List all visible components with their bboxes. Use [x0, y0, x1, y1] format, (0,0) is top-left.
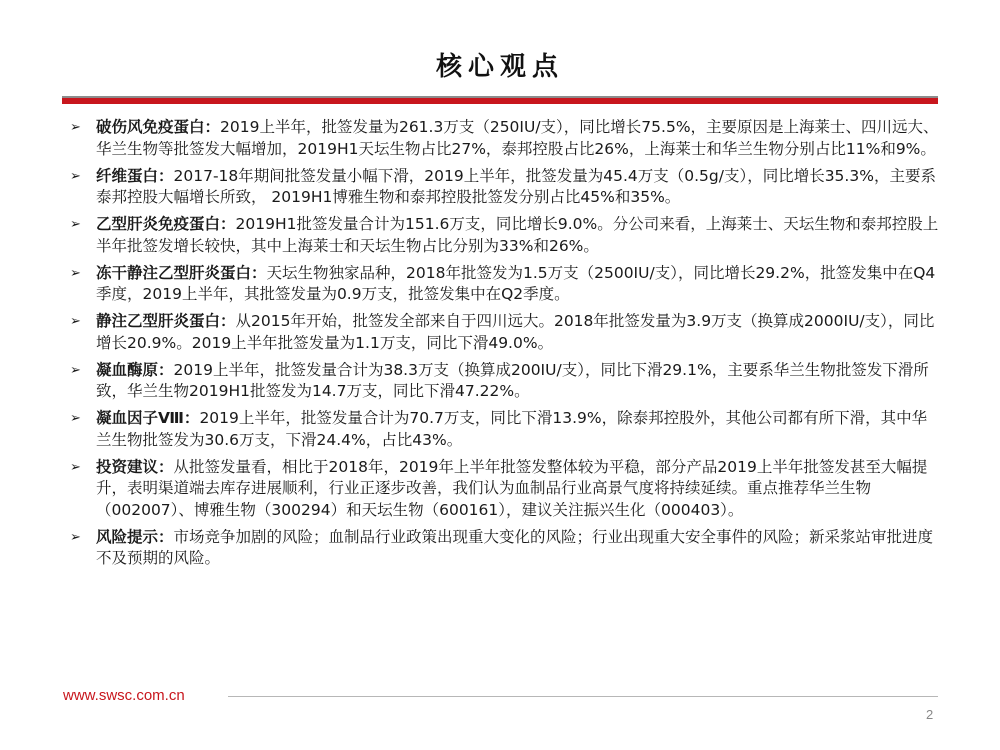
item-heading: 凝血因子Ⅷ：: [96, 409, 200, 427]
item-text: 市场竞争加剧的风险；血制品行业政策出现重大变化的风险；行业出现重大安全事件的风险；新采浆站审批进度不及预期的风险。: [96, 527, 934, 567]
list-item: [70, 117, 942, 160]
item-text: 2019上半年，批签发量合计为38.3万支（换算成200IU/支），同比下滑29.1%，主要系华兰生物批签发下滑所致，华兰生物2019H1批签发为14.7万支，同比下滑47.22%。: [96, 360, 929, 400]
list-item: [70, 408, 942, 451]
item-text: 2019上半年，批签发量合计为70.7万支，同比下滑13.9%，除泰邦控股外，其他公司都有所下滑，其中华兰生物批签发为30.6万支，下滑24.4%，占比43%。: [96, 409, 928, 449]
footer-website-link[interactable]: www.swsc.com.cn: [63, 687, 185, 704]
list-item: [70, 360, 942, 403]
arrow-bullet-icon: ➢: [70, 411, 81, 426]
arrow-bullet-icon: ➢: [70, 362, 81, 378]
item-text: 2017-18年期间批签发量小幅下滑，2019上半年，批签发量为45.4万支（0.5g/支），同比增长35.3%，主要系泰邦控股大幅增长所致， 2019H1博雅生物和泰邦控股批签发分别占比45%和35%。: [96, 166, 936, 206]
list-item: [70, 527, 942, 570]
item-text: 从2015年开始，批签发全部来自于四川远大。2018年批签发量为3.9万支（换算成2000IU/支），同比增长20.9%。2019上半年批签发量为1.1万支，同比下滑49.0%。: [96, 312, 935, 352]
arrow-bullet-icon: ➢: [70, 459, 81, 475]
list-item: [70, 311, 942, 354]
arrow-bullet-icon: ➢: [70, 314, 81, 329]
item-text: 天坛生物独家品种，2018年批签发为1.5万支（2500IU/支），同比增长29.2%，批签发集中在Q4季度，2019上半年，其批签发量为0.9万支，批签发集中在Q2季度。: [96, 263, 936, 303]
title-divider-red: [62, 98, 938, 104]
item-heading: 凝血酶原：: [96, 360, 174, 379]
list-item: [70, 214, 942, 257]
arrow-bullet-icon: ➢: [70, 120, 81, 135]
footer-divider: [228, 696, 938, 697]
item-text: 2019H1批签发量合计为151.6万支，同比增长9.0%。分公司来看，上海莱士、天坛生物和泰邦控股上半年批签发增长较快，其中上海莱士和天坛生物占比分别为33%和26%。: [96, 215, 939, 255]
item-heading: 破伤风免疫蛋白：: [96, 118, 221, 136]
arrow-bullet-icon: ➢: [70, 217, 81, 232]
item-heading: 乙型肝炎免疫蛋白：: [96, 215, 236, 233]
item-text: 2019上半年，批签发量为261.3万支（250IU/支），同比增长75.5%，主要原因是上海莱士、四川远大、华兰生物等批签发大幅增加，2019H1天坛生物占比27%，泰邦控股占比26%，上海莱士和华兰生物分别占比11%和9%。: [96, 118, 939, 158]
item-heading: 风险提示：: [96, 527, 174, 546]
list-item: [70, 457, 942, 522]
list-item: [70, 166, 942, 209]
item-heading: 冻干静注乙型肝炎蛋白：: [96, 263, 267, 282]
list-item: [70, 263, 942, 306]
page-title: 核心观点: [435, 52, 564, 82]
item-heading: 投资建议：: [96, 457, 174, 476]
item-heading: 静注乙型肝炎蛋白：: [96, 312, 236, 330]
arrow-bullet-icon: ➢: [70, 168, 81, 184]
arrow-bullet-icon: ➢: [70, 529, 81, 545]
item-text: 从批签发量看，相比于2018年，2019年上半年批签发整体较为平稳，部分产品2019上半年批签发甚至大幅提升，表明渠道端去库存进展顺利，行业正逐步改善，我们认为血制品行业高景气度将持续延续。重点推荐华兰生物（002007）、博雅生物（300294）和天坛生物（600161），建议关注振兴生化（000403）。: [96, 457, 928, 519]
page-number: 2: [926, 707, 934, 722]
item-heading: 纤维蛋白：: [96, 166, 174, 185]
key-points-list: [70, 117, 942, 575]
arrow-bullet-icon: ➢: [70, 265, 81, 281]
